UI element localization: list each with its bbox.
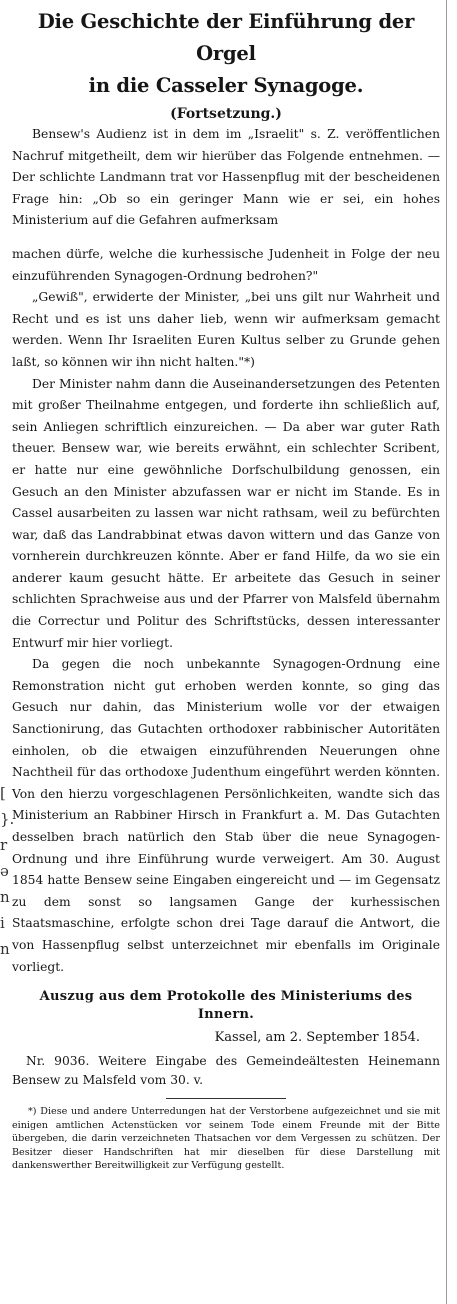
margin-fragment: ə (0, 862, 9, 880)
paragraph-3: Der Minister nahm dann die Auseinandersetzungen des Petenten mit großer Theilnahme entgegen, und forderte ihn schließlich auf, sein Anliegen schriftlich einzureichen. — Da aber war guter Rath theuer. Bensew war, wie bereits erwähnt, ein schlechter Scribent, er hatte nur eine gewöhnliche Dorfschulbildung genossen, ein Gesuch an den Minister abzufassen war er nicht im Stande. Es in Cassel ausarbeiten zu lassen war nicht rathsam, weil zu befürchten war, daß das Landrabbinat etwas davon wittern und das Ganze von vornherein durchkreuzen könnte. Aber er fand Hilfe, da wo sie ein anderer kaum gesucht hätte. Er arbeitete das Gesuch in seiner schlichten Sprachweise aus und der Pfarrer von Malsfeld übernahm die Correctur und Politur des Schriftstücks, dessen interessanter Entwurf mir hier vorliegt. (12, 376, 440, 650)
title-line-1: Die Geschichte der Einführung der Orgel (37, 10, 415, 65)
document-reference-line: Nr. 9036. Weitere Eingabe des Gemeindeältesten Heinemann Bensew zu Malsfeld vom 30. v. (12, 1054, 440, 1088)
adjacent-column-edge (446, 0, 457, 1304)
title-line-2: in die Casseler Synagoge. (88, 74, 364, 97)
margin-fragment: i (0, 914, 5, 932)
margin-fragment: }. (0, 810, 15, 828)
footnote: *) Diese und andere Unterredungen hat der Verstorbene aufgezeichnet und sie mit einigen amtlichen Actenstücken vor seinem Tode einem Freunde mit der Bitte übergeben, die darin verzeichneten Thatsachen vor dem Vergessen zu schützen. Der Besitzer dieser Handschriften hat mir dieselben für diese Darstellung mit dankenswerther Bereitwilligkeit zur Verfügung gestellt. (12, 1106, 440, 1172)
footnote-separator (166, 1098, 286, 1099)
article-column (12, 6, 440, 1173)
margin-fragment: r (0, 836, 8, 854)
article-title (12, 6, 440, 102)
paragraph-2: „Gewiß", erwiderte der Minister, „bei uns gilt nur Wahrheit und Recht und es ist uns daher lieb, wenn wir aufmerksam gemacht werden. Wenn Ihr Israeliten Euren Kultus selber zu Grunde gehen laßt, so können wir ihn nicht halten."*) (12, 290, 440, 369)
paragraph-1-continued: machen dürfe, welche die kurhessische Judenheit in Folge der neu einzuführenden Synagogen-Ordnung bedrohen?" (12, 246, 440, 283)
margin-fragment: n (0, 888, 10, 906)
paragraph-4: Da gegen die noch unbekannte Synagogen-Ordnung eine Remonstration nicht gut erhoben werden konnte, so ging das Gesuch nur dahin, das Ministerium wolle vor der etwaigen Sanctionirung, das Gutachten orthodoxer rabbinischer Autoritäten einholen, ob die etwaigen einzuführenden Neuerungen ohne Nachtheil für das orthodoxe Judenthum eingeführt werden könnten. Von den hierzu vorgeschlagenen Persönlichkeiten, wandte sich das Ministerium an Rabbiner Hirsch in Frankfurt a. M. Das Gutachten desselben brach natürlich den Stab über die neue Synagogen-Ordnung und ihre Einführung wurde verweigert. Am 30. August 1854 hatte Bensew seine Eingaben eingereicht und — im Gegensatz zu dem sonst so langsamen Gange der kurhessischen Staatsmaschine, erfolgte schon drei Tage darauf die Antwort, die von Hassenpflug selbst unterzeichnet mir ebenfalls im Originale vorliegt. (12, 657, 440, 974)
margin-fragment: n (0, 940, 10, 958)
section-heading: Auszug aus dem Protokolle des Ministeriums des Innern. (39, 989, 413, 1023)
dateline: Kassel, am 2. September 1854. (214, 1030, 420, 1046)
paragraph-1: Bensew's Audienz ist in dem im „Israelit" s. Z. veröffentlichen Nachruf mitgetheilt, dem wir hierüber das Folgende entnehmen. — Der schlichte Landmann trat vor Hassenpflug mit der bescheidenen Frage hin: „Ob so ein geringer Mann wie er sei, ein hohes Ministerium auf die Gefahren aufmerksam (12, 127, 440, 228)
scan-seam (12, 232, 440, 244)
article-subtitle: (Fortsetzung.) (170, 106, 282, 122)
margin-fragment: [ (0, 784, 6, 802)
left-margin-fragments (0, 780, 15, 962)
